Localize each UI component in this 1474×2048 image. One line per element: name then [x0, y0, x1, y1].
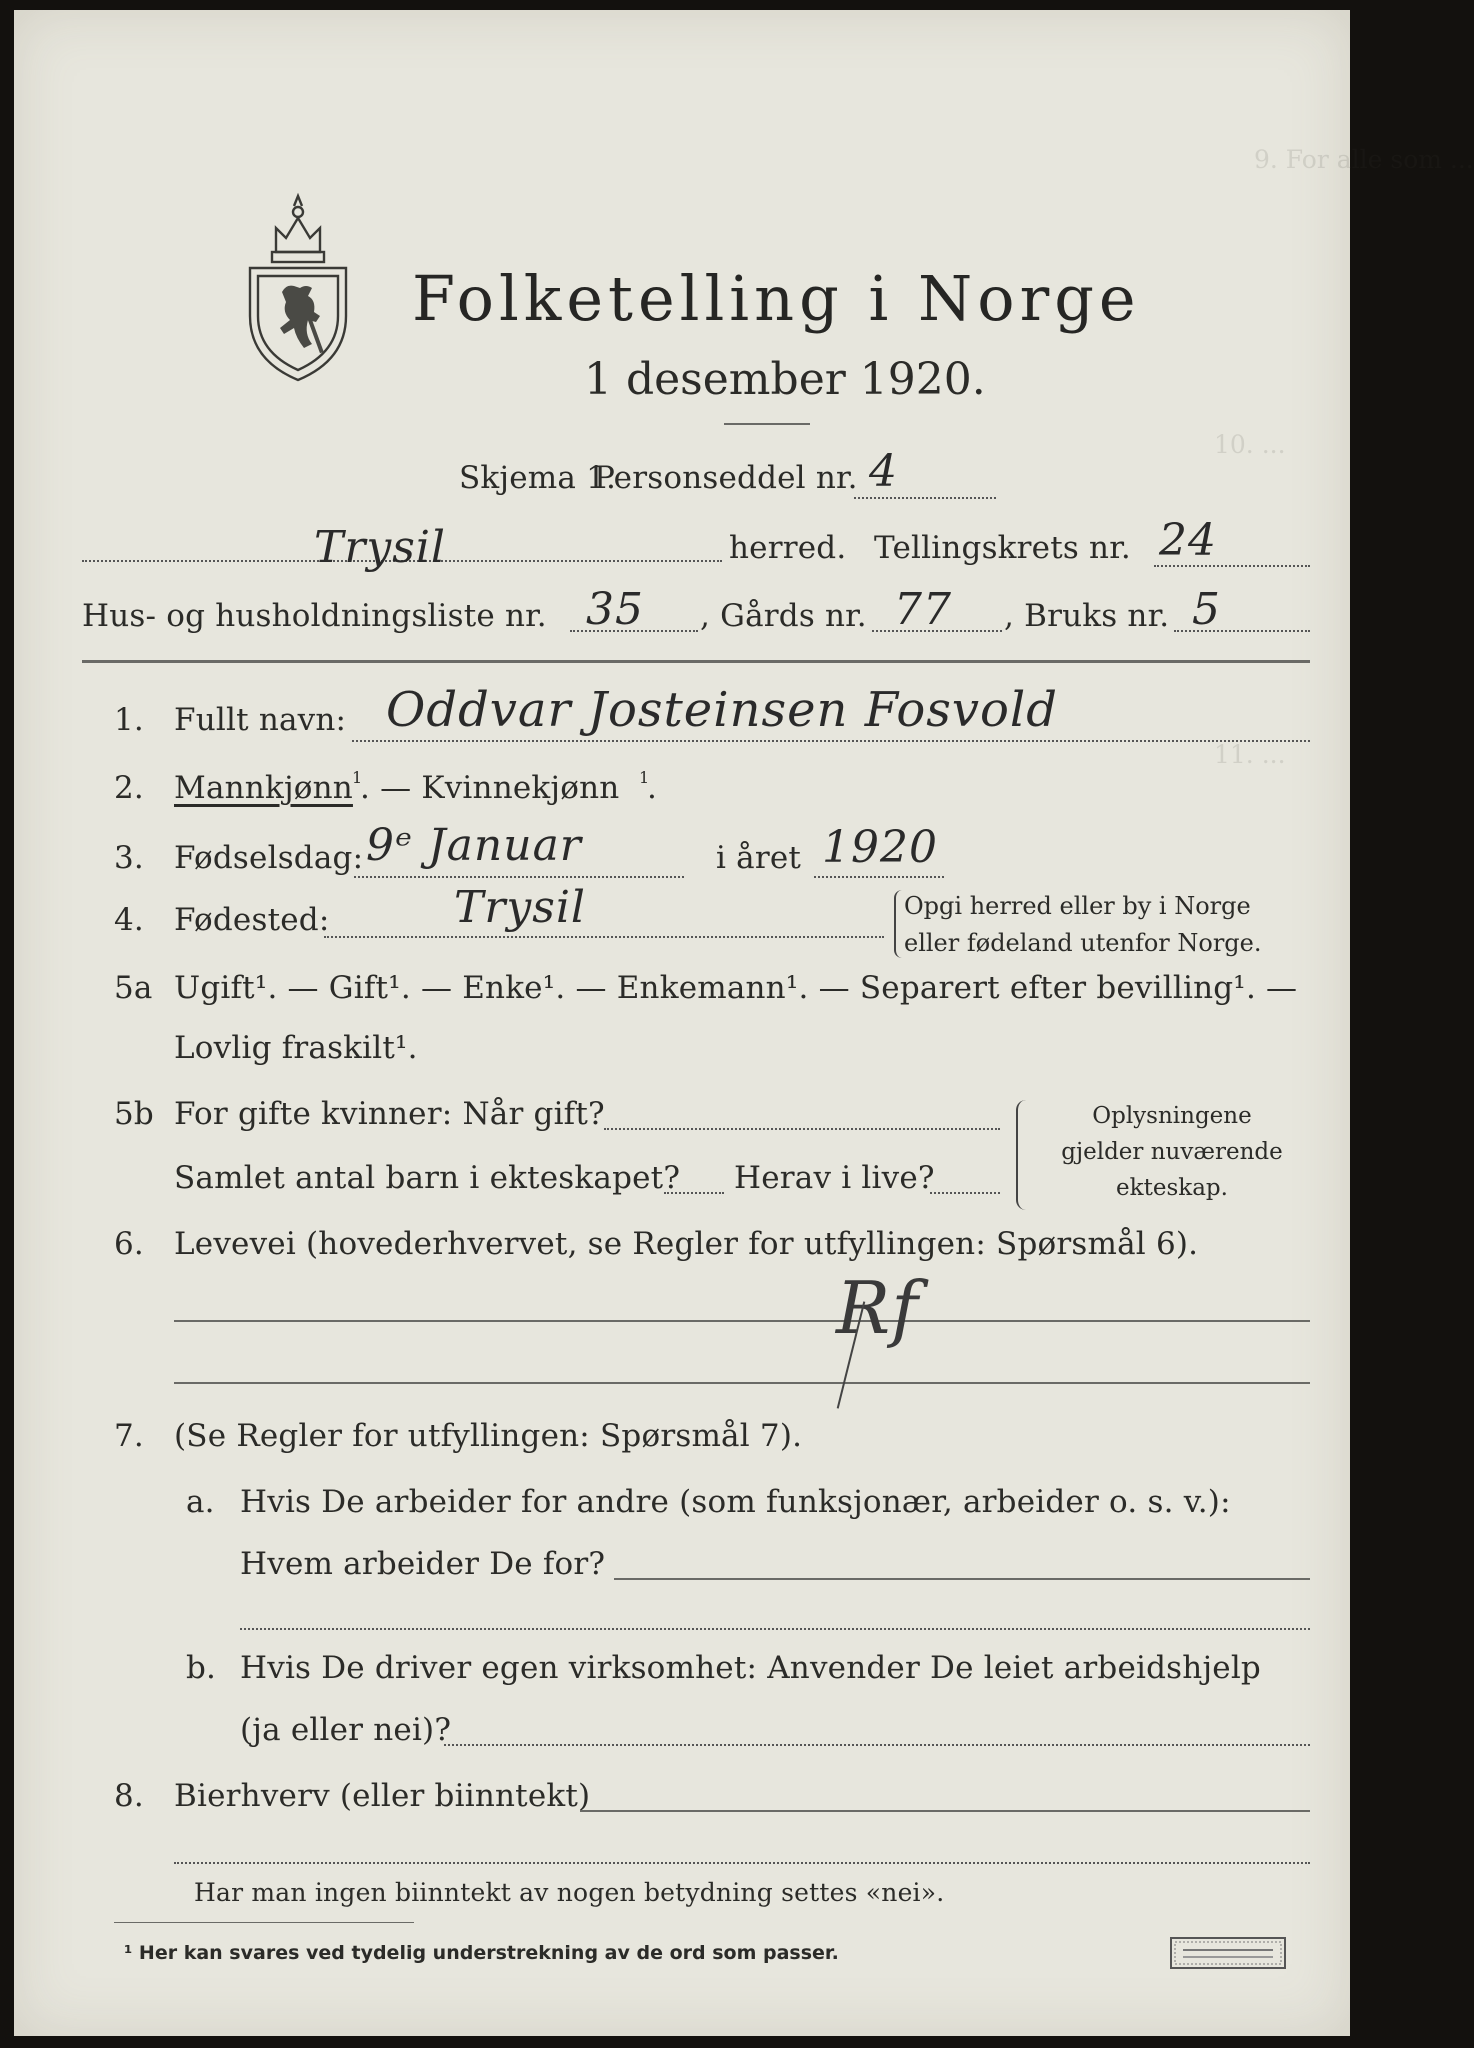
bleed-through-text: 9. For alle som ... — [1254, 145, 1474, 174]
q2-footnote-mark: 1 — [352, 768, 363, 787]
q2-number: 2. — [114, 770, 144, 806]
bruks-label: , Bruks nr. — [1004, 598, 1170, 634]
bleed-through-text: 10. ... — [1214, 430, 1286, 459]
q7-label: (Se Regler for utfyllingen: Spørsmål 7). — [174, 1418, 803, 1454]
gards-value: 77 — [894, 584, 952, 635]
q7b-answer-label: (ja eller nei)? — [240, 1712, 452, 1748]
marital-status-options-cont: Lovlig fraskilt¹. — [174, 1030, 418, 1066]
q6-number: 6. — [114, 1226, 144, 1262]
q5b-children-alive: Herav i live? — [734, 1160, 935, 1196]
q3-number: 3. — [114, 840, 144, 876]
q8-note: Har man ingen biinntekt av nogen betydning settes «nei». — [194, 1878, 945, 1907]
q8-number: 8. — [114, 1778, 144, 1814]
footnote: ¹ Her kan svares ved tydelig understrekning av de ord som passer. — [124, 1942, 839, 1964]
q8-label: Bierhverv (eller biinntekt) — [174, 1778, 591, 1814]
skjema-label: Skjema 1. — [459, 460, 617, 496]
herred-value: Trysil — [314, 522, 446, 573]
norwegian-coat-of-arms-icon — [242, 188, 354, 384]
q1-label: Fullt navn: — [174, 702, 347, 738]
q5b-children-total: Samlet antal barn i ekteskapet? — [174, 1160, 681, 1196]
marital-status-options: Ugift¹. — Gift¹. — Enke¹. — Enkemann¹. — Separert efter bevilling¹. — — [174, 970, 1298, 1006]
q3-label: Fødselsdag: — [174, 840, 364, 876]
gards-label: , Gårds nr. — [700, 598, 867, 634]
q1-number: 1. — [114, 702, 144, 738]
q7a-employer-label: Hvem arbeider De for? — [240, 1546, 606, 1582]
form-title: Folketelling i Norge — [412, 262, 1141, 335]
printer-stamp-icon — [1169, 1936, 1287, 1970]
herred-label: herred. — [729, 530, 847, 566]
census-date: 1 desember 1920. — [584, 354, 986, 405]
title-underline — [724, 423, 810, 425]
bruks-value: 5 — [1192, 584, 1221, 635]
brace — [1016, 1100, 1030, 1210]
q4-note: Opgi herred eller by i Norge eller fødeland utenfor Norge. — [904, 892, 1262, 957]
q7a-letter: a. — [186, 1484, 215, 1520]
bleed-through-text: 11. ... — [1214, 740, 1286, 769]
q7-number: 7. — [114, 1418, 144, 1454]
header-separator — [82, 660, 1310, 663]
gender-female: . — Kvinnekjønn — [360, 770, 620, 806]
tellingskrets-label: Tellingskrets nr. — [874, 530, 1131, 566]
q2-footnote-mark: 1 — [639, 768, 650, 787]
q5a-number: 5a — [114, 970, 153, 1006]
q6-label: Levevei (hovederhvervet, se Regler for utfyllingen: Spørsmål 6). — [174, 1226, 1199, 1262]
birth-year-value: 1920 — [822, 822, 938, 873]
q4-number: 4. — [114, 902, 144, 938]
gender-male-underlined: Mannkjønn — [174, 770, 353, 806]
personseddel-label: Personseddel nr. — [594, 460, 858, 496]
q3-year-label: i året — [716, 840, 802, 876]
husliste-value: 35 — [586, 584, 644, 635]
occupation-mark: Rf — [836, 1266, 919, 1350]
q2-end: . — [647, 770, 658, 806]
full-name-value: Oddvar Josteinsen Fosvold — [386, 682, 1058, 738]
husliste-label: Hus- og husholdningsliste nr. — [82, 598, 547, 634]
q5b-number: 5b — [114, 1096, 154, 1132]
tellingskrets-value: 24 — [1159, 515, 1217, 566]
q5b-when-married: For gifte kvinner: Når gift? — [174, 1096, 605, 1132]
q5b-note: Oplysningene gjelder nuværende ekteskap. — [1061, 1103, 1283, 1201]
birthdate-value: 9ᵉ Januar — [366, 820, 582, 871]
q4-label: Fødested: — [174, 902, 330, 938]
q7a-question: Hvis De arbeider for andre (som funksjonær, arbeider o. s. v.): — [240, 1484, 1231, 1520]
personseddel-value: 4 — [869, 446, 898, 497]
census-form-sheet — [14, 10, 1474, 2036]
q7b-letter: b. — [186, 1650, 217, 1686]
q7b-question: Hvis De driver egen virksomhet: Anvender De leiet arbeidshjelp — [240, 1650, 1261, 1686]
birthplace-value: Trysil — [454, 882, 586, 933]
